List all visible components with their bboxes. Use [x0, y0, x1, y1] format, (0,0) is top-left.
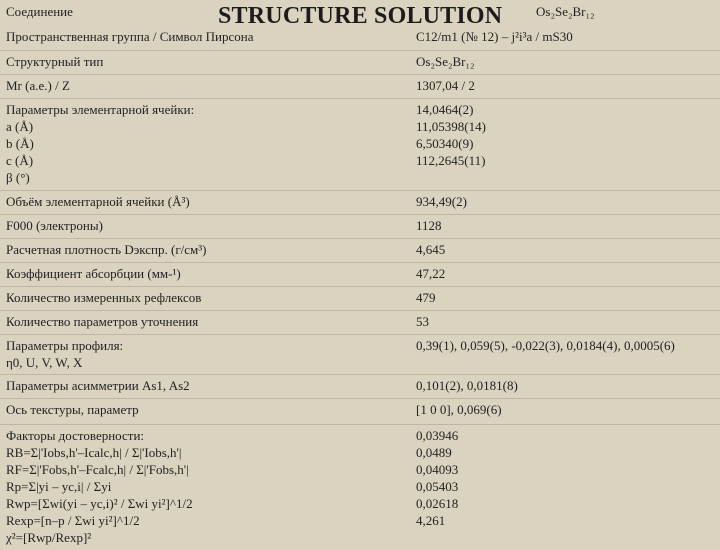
table-row: [0, 398, 720, 424]
row-label: Количество параметров уточнения: [6, 314, 199, 329]
slide-title: STRUCTURE SOLUTION: [218, 3, 503, 29]
row-value: 4,645: [416, 242, 446, 257]
table-row: [0, 374, 720, 398]
structure-table: [0, 26, 720, 550]
row-label: Объём элементарной ячейки (Å³): [6, 194, 190, 209]
row-label: Ось текстуры, параметр: [6, 402, 139, 417]
table-row: [0, 424, 720, 550]
table-row: [0, 310, 720, 334]
row-label: Коэффициент абсорбции (мм-¹): [6, 266, 181, 281]
table-row: [0, 334, 720, 374]
table-row: [0, 238, 720, 262]
row-value: 934,49(2): [416, 194, 467, 209]
table-row: [0, 190, 720, 214]
row-label: Количество измеренных рефлексов: [6, 290, 202, 305]
row-label: Параметры профиля: η0, U, V, W, X: [6, 338, 124, 370]
row-value: 0,03946 0,0489 0,04093 0,05403 0,02618 4,261: [416, 428, 459, 528]
row-label: Параметры элементарной ячейки: a (Å) b (Å) c (Å) β (°): [6, 102, 195, 185]
row-value: C12/m1 (№ 12) – j²i³a / mS30: [416, 29, 573, 44]
row-label: Пространственная группа / Символ Пирсона: [6, 29, 254, 44]
row-value: 14,0464(2) 11,05398(14) 6,50340(9) 112,2645(11): [416, 102, 486, 168]
row-label: Расчетная плотность Dэкспр. (г/см³): [6, 242, 207, 257]
table-row: [0, 98, 720, 190]
row-value: [1 0 0], 0,069(6): [416, 402, 502, 417]
row-label: F000 (электроны): [6, 218, 103, 233]
row-label: Факторы достоверности: RB=Σ|'Iobs,h'–Icalc,h| / Σ|'Iobs,h'| RF=Σ|'Fobs,h'–Fcalc,h| / Σ|'Fobs,h'| Rp=Σ|yi – yc,i| / Σyi Rwp=[Σwi(yi – yc,i)² / Σwi yi²]^1/2 Rexp=[n–p / Σwi yi²]^1/2 χ²=[Rwp/Rexp]²: [6, 428, 193, 545]
table-row: [0, 50, 720, 74]
compound-formula: Os₂Se₂Br₁₂: [536, 4, 595, 19]
row-value: 53: [416, 314, 429, 329]
row-value: Os₂Se₂Br₁₂: [416, 54, 475, 69]
row-label: Параметры асимметрии As1, As2: [6, 378, 190, 393]
table-row: [0, 74, 720, 98]
row-value: 0,101(2), 0,0181(8): [416, 378, 518, 393]
compound-column-label: Соединение: [6, 4, 73, 19]
row-label: Структурный тип: [6, 54, 104, 69]
table-row: [0, 26, 720, 50]
row-label: Mr (а.е.) / Z: [6, 78, 70, 93]
row-value: 1307,04 / 2: [416, 78, 475, 93]
row-value: 479: [416, 290, 436, 305]
row-value: 1128: [416, 218, 442, 233]
slide-header: [0, 0, 720, 28]
row-value: 0,39(1), 0,059(5), -0,022(3), 0,0184(4), 0,0005(6): [416, 338, 675, 353]
table-row: [0, 286, 720, 310]
row-value: 47,22: [416, 266, 446, 281]
table-row: [0, 214, 720, 238]
table-row: [0, 262, 720, 286]
